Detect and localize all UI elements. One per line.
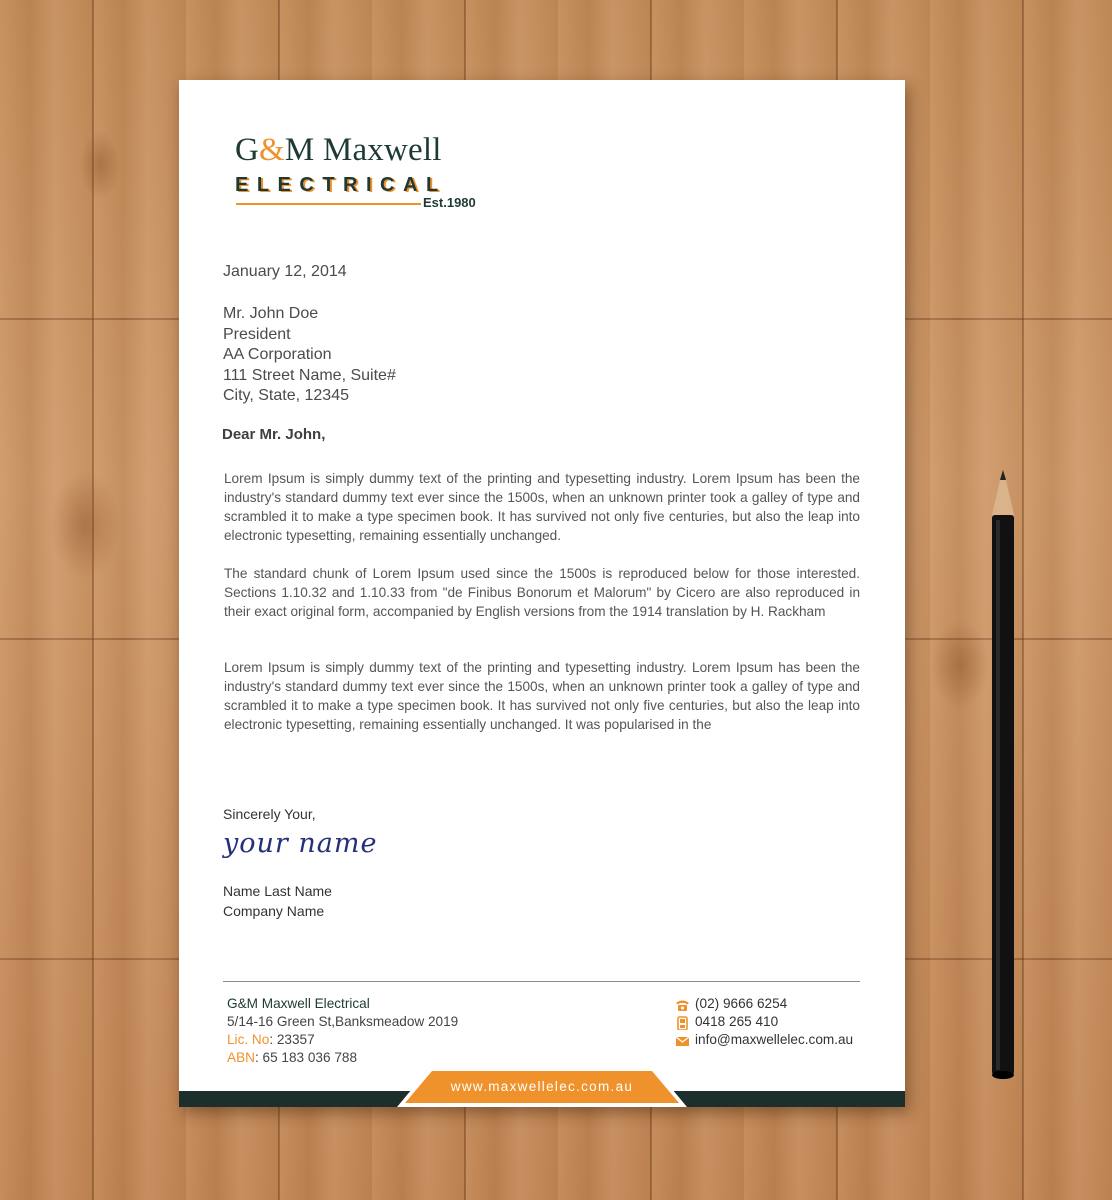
- recipient-line: President: [223, 325, 291, 343]
- pencil: [988, 470, 1018, 1080]
- logo-underline: [236, 203, 421, 205]
- footer-contacts: [675, 995, 853, 1049]
- logo-ampersand: &: [259, 132, 285, 168]
- website-tab[interactable]: [397, 1071, 687, 1107]
- wood-knot: [80, 130, 120, 200]
- contact-email[interactable]: info@maxwellelec.com.au: [675, 1031, 853, 1049]
- recipient-line: AA Corporation: [223, 346, 332, 364]
- logo-subtitle: ELECTRICAL: [235, 174, 447, 196]
- contact-mobile: 0418 265 410: [675, 1013, 853, 1031]
- closing: Sincerely Your,: [223, 806, 316, 822]
- recipient-address: [223, 304, 396, 407]
- recipient-line: Mr. John Doe: [223, 305, 319, 322]
- wood-knot: [50, 470, 120, 580]
- footer-company-info: [227, 995, 458, 1067]
- logo-title: G&M Maxwell: [235, 132, 442, 168]
- signer-company: Company Name: [223, 902, 325, 919]
- recipient-line: City, State, 12345: [223, 387, 349, 405]
- contact-phone: (02) 9666 6254: [675, 995, 853, 1013]
- letterhead-paper: [179, 80, 905, 1107]
- body-paragraph: Lorem Ipsum is simply dummy text of the printing and typesetting industry. Lorem Ipsum has been the industry's standard dummy text ever since the 1500s, when an unknown printer took a galley of type and scrambled it to make a type specimen book. It has survived not only five centuries, but also the leap into electronic typesetting, remaining essentially unchanged. It was popularised in the: [224, 660, 860, 732]
- envelope-icon: [675, 1034, 690, 1046]
- license-value: : 23357: [269, 1032, 315, 1047]
- license-label: Lic. No: [227, 1032, 270, 1047]
- abn-label: ABN: [227, 1050, 255, 1065]
- footer-divider: [223, 981, 860, 982]
- signer-block: [223, 882, 332, 921]
- phone-icon: [675, 998, 690, 1010]
- mobile-icon: [675, 1016, 690, 1028]
- footer-abn: [227, 1049, 458, 1067]
- footer-company-name: G&M Maxwell Electrical: [227, 996, 370, 1011]
- signer-name: Name Last Name: [223, 883, 332, 899]
- website-link[interactable]: www.maxwellelec.com.au: [450, 1079, 634, 1094]
- signature: your name: [223, 828, 378, 859]
- letter-date: January 12, 2014: [223, 263, 347, 280]
- body-paragraph: Lorem Ipsum is simply dummy text of the printing and typesetting industry. Lorem Ipsum has been the industry's standard dummy text ever since the 1500s, when an unknown printer took a galley of type and scrambled it to make a type specimen book. It has survived not only five centuries, but also the leap into electronic typesetting, remaining essentially unchanged.: [224, 471, 860, 543]
- abn-value: : 65 183 036 788: [254, 1050, 357, 1065]
- footer-license: [227, 1031, 458, 1049]
- logo-established: Est.1980: [423, 195, 476, 210]
- footer-address: 5/14-16 Green St,Banksmeadow 2019: [227, 1014, 459, 1029]
- wood-knot: [930, 620, 990, 710]
- body-paragraph: The standard chunk of Lorem Ipsum used since the 1500s is reproduced below for those interested. Sections 1.10.32 and 1.10.33 from "de Finibus Bonorum et Malorum" by Cicero are also reproduced in their exact original form, accompanied by English versions from the 1914 translation by H. Rackham: [224, 566, 860, 619]
- recipient-line: 111 Street Name, Suite#: [223, 366, 396, 384]
- company-logo: [235, 132, 485, 212]
- greeting: Dear Mr. John,: [222, 426, 326, 443]
